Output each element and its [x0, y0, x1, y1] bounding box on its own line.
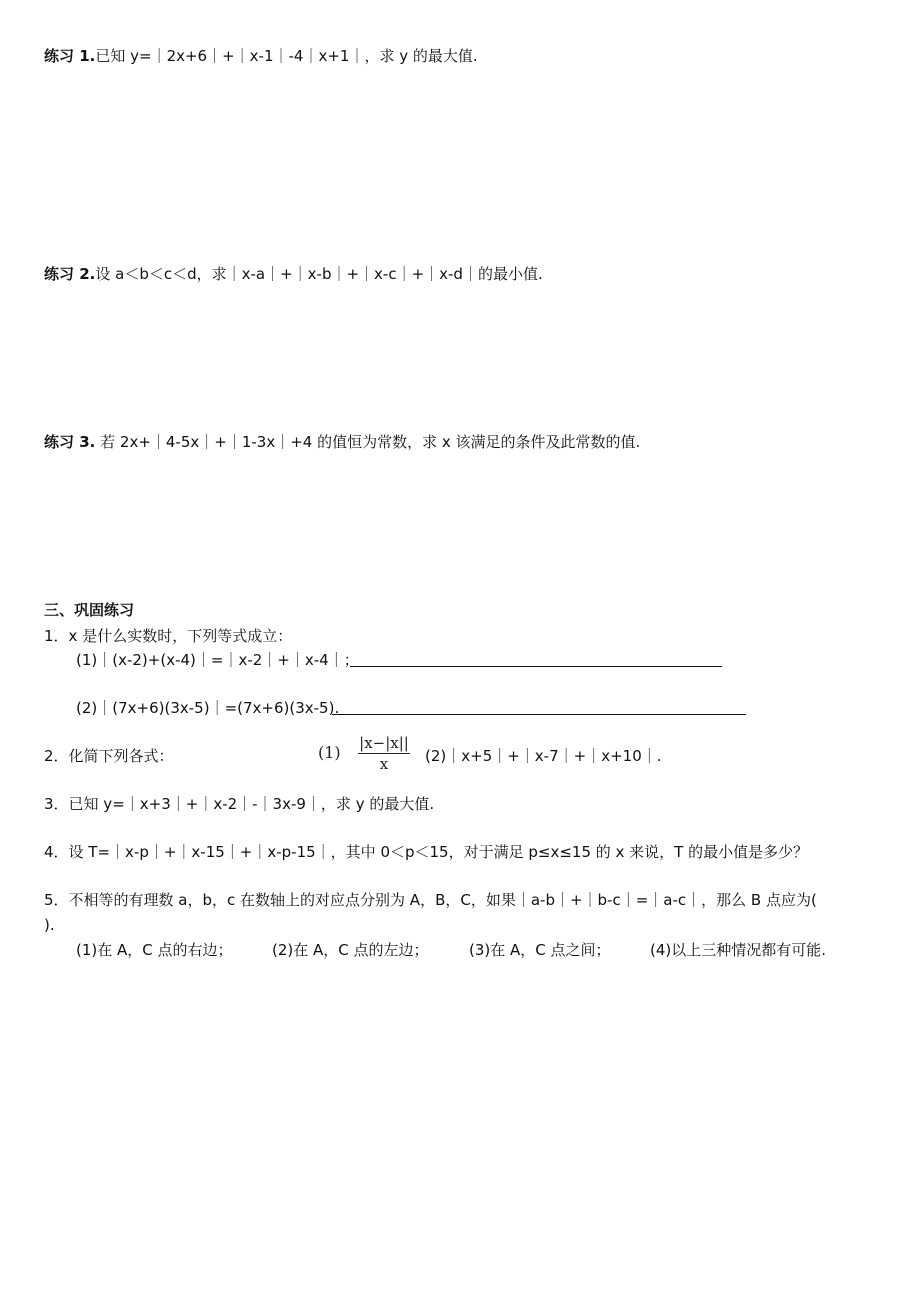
q2-part1-fraction: [354, 734, 414, 773]
q5-option-3: (3)在 A，C 点之间；: [469, 941, 611, 959]
section-heading: 三、巩固练习: [44, 601, 135, 619]
exercise-2-text: 设 a＜b＜c＜d，求｜x-a｜+｜x-b｜+｜x-c｜+｜x-d｜的最小值.: [95, 265, 543, 283]
exercise-3-label: 练习 3.: [44, 433, 96, 451]
q3: 3．已知 y=｜x+3｜+｜x-2｜-｜3x-9｜，求 y 的最大值.: [44, 795, 435, 813]
q5-option-2: (2)在 A，C 点的左边；: [272, 941, 429, 959]
q5-option-1: (1)在 A，C 点的右边；: [76, 941, 233, 959]
exercise-3-text: 若 2x+｜4-5x｜+｜1-3x｜+4 的值恒为常数，求 x 该满足的条件及此常数的值.: [95, 433, 641, 451]
exercise-1: [44, 46, 478, 66]
q2-part2: (2)｜x+5｜+｜x-7｜+｜x+10｜.: [425, 747, 662, 765]
q1-part1-answer-blank[interactable]: [350, 666, 722, 667]
q2-part1-numerator: |x−|x||: [359, 734, 409, 752]
q1-part2: (2)｜(7x+6)(3x-5)｜=(7x+6)(3x-5).: [76, 699, 340, 717]
q1-stem: 1．x 是什么实数时，下列等式成立：: [44, 627, 293, 645]
q5-line-1: 5．不相等的有理数 a，b，c 在数轴上的对应点分别为 A，B，C，如果｜a-b｜+｜b-c｜=｜a-c｜，那么 B 点应为(: [44, 891, 817, 909]
q1-part1: (1)｜(x-2)+(x-4)｜=｜x-2｜+｜x-4｜；: [76, 651, 359, 669]
q2-part1-denominator: x: [379, 755, 389, 773]
q5-option-4: (4)以上三种情况都有可能.: [650, 941, 827, 959]
exercise-3: [44, 432, 640, 452]
q1-part2-answer-blank[interactable]: [332, 714, 746, 715]
exercise-2: [44, 264, 543, 284]
exercise-2-label: 练习 2.: [44, 265, 96, 283]
q2-part1-label: (1): [318, 743, 341, 762]
q5-line-2: ).: [44, 916, 55, 934]
q4: 4．设 T=｜x-p｜+｜x-15｜+｜x-p-15｜，其中 0＜p＜15，对于满足 p≤x≤15 的 x 来说，T 的最小值是多少？: [44, 843, 809, 861]
q2-stem: 2．化简下列各式：: [44, 747, 174, 765]
fraction-bar: [358, 753, 410, 754]
exercise-1-label: 练习 1.: [44, 47, 96, 65]
exercise-1-text: 已知 y=｜2x+6｜+｜x-1｜-4｜x+1｜，求 y 的最大值.: [95, 47, 478, 65]
